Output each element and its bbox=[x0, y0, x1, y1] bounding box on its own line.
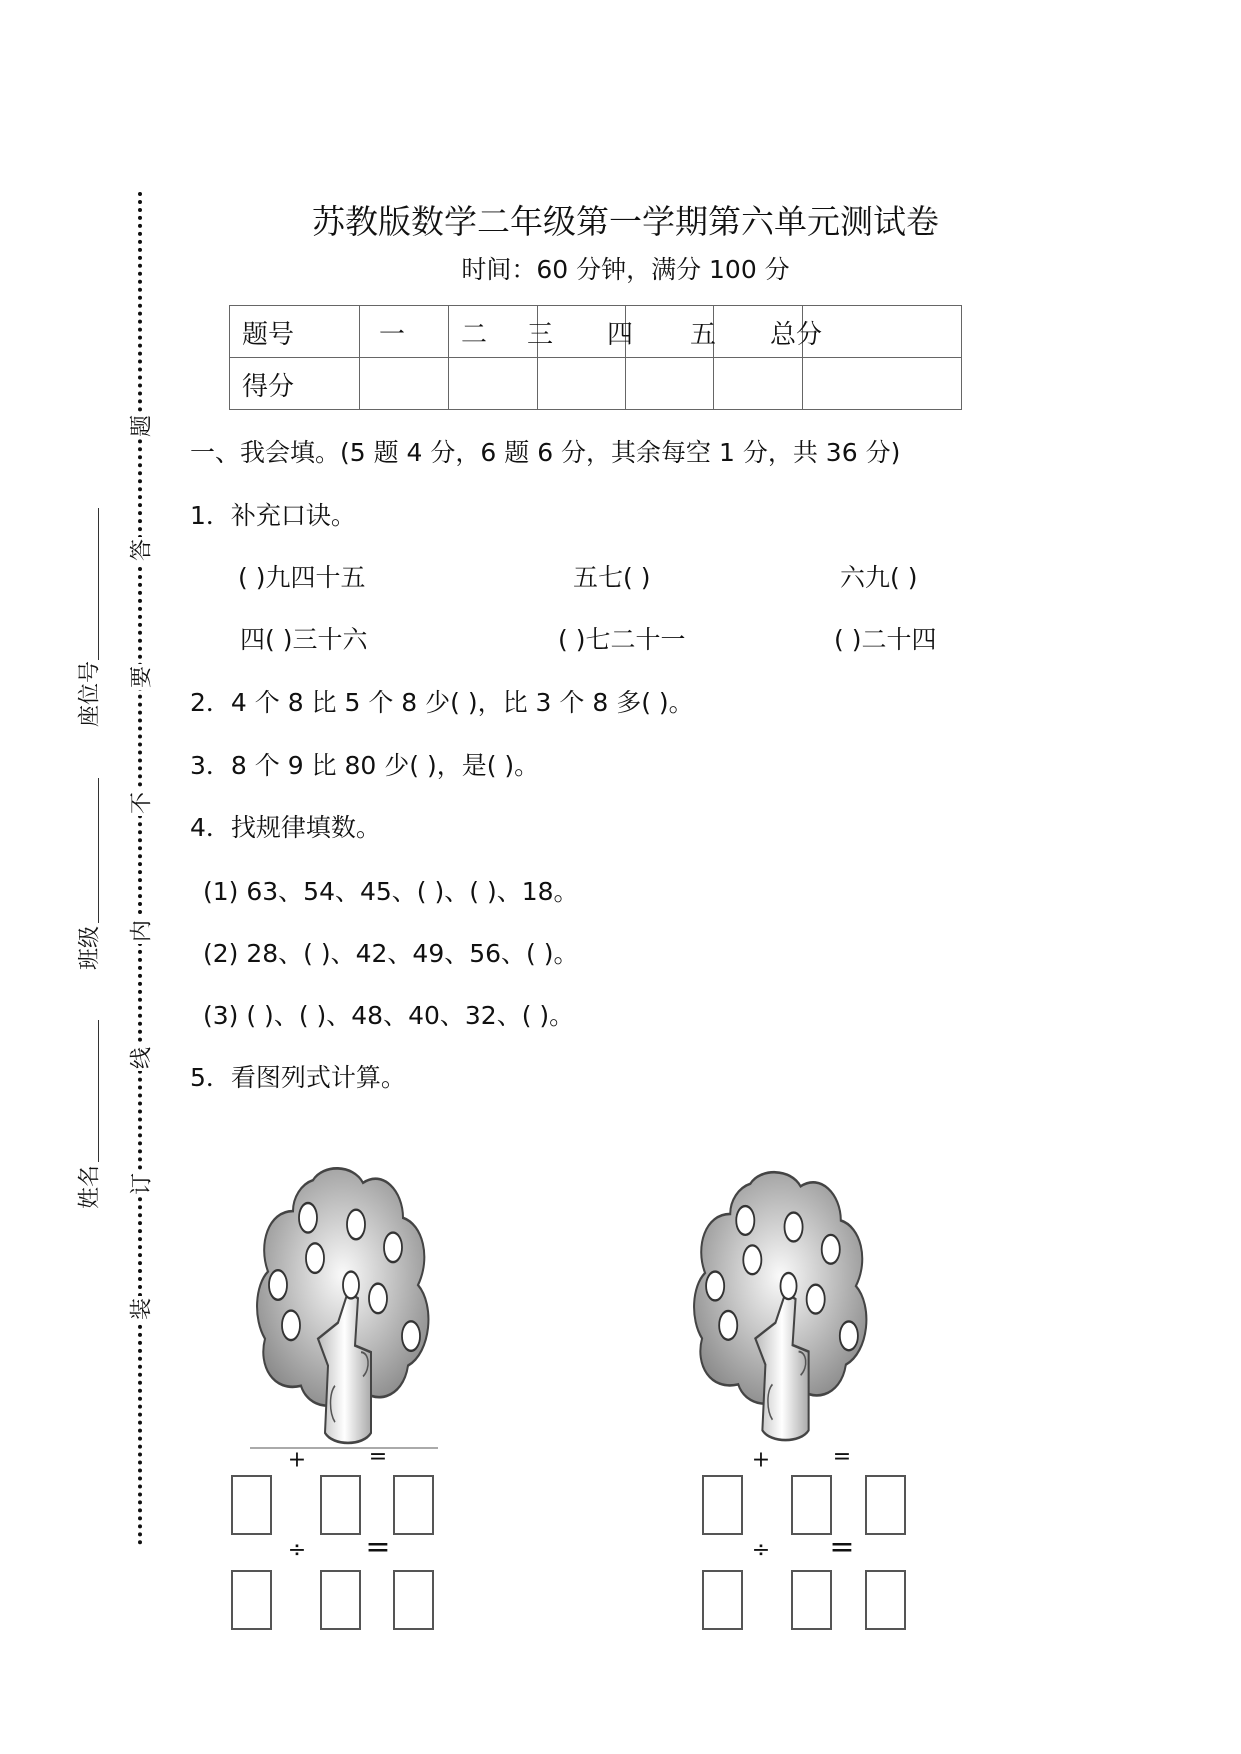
answer-box[interactable] bbox=[320, 1475, 361, 1535]
divide-sign: ÷ bbox=[751, 1537, 771, 1563]
binding-char: 订 bbox=[125, 1171, 156, 1197]
name-field[interactable] bbox=[98, 1020, 99, 1162]
answer-box[interactable] bbox=[393, 1475, 434, 1535]
question-5: 5．看图列式计算。 bbox=[190, 1063, 406, 1092]
sequence-item[interactable]: (1) 63、54、45、( )、( )、18。 bbox=[203, 877, 579, 906]
binding-char: 答 bbox=[125, 537, 156, 563]
binding-char: 不 bbox=[125, 790, 156, 816]
column-header: 总分 bbox=[770, 320, 823, 350]
seat-label: 座位号 bbox=[73, 659, 104, 729]
answer-box[interactable] bbox=[393, 1570, 434, 1630]
score-cell[interactable] bbox=[449, 358, 538, 410]
table-row bbox=[230, 306, 962, 358]
answer-box[interactable] bbox=[791, 1570, 832, 1630]
section-heading: 一、我会填。(5 题 4 分，6 题 6 分，其余每空 1 分，共 36 分) bbox=[190, 438, 901, 467]
row-header-score: 得分 bbox=[242, 372, 295, 402]
binding-char: 线 bbox=[125, 1045, 156, 1071]
divide-sign: ÷ bbox=[287, 1537, 307, 1563]
fill-item[interactable]: ( )九四十五 bbox=[238, 563, 366, 592]
question-1: 1．补充口诀。 bbox=[190, 501, 356, 530]
equals-sign: = bbox=[368, 1444, 388, 1470]
sequence-item[interactable]: (3) ( )、( )、48、40、32、( )。 bbox=[203, 1001, 575, 1030]
fill-item[interactable]: 六九( ) bbox=[840, 563, 918, 592]
equals-sign: = bbox=[832, 1444, 852, 1470]
binding-char: 内 bbox=[125, 918, 156, 944]
name-label: 姓名 bbox=[73, 1163, 104, 1211]
score-cell[interactable] bbox=[626, 358, 714, 410]
sequence-item[interactable]: (2) 28、( )、42、49、56、( )。 bbox=[203, 939, 579, 968]
equals-sign: = bbox=[365, 1529, 391, 1565]
answer-box[interactable] bbox=[320, 1570, 361, 1630]
class-field[interactable] bbox=[98, 778, 99, 923]
equals-sign: = bbox=[829, 1529, 855, 1565]
score-cell[interactable] bbox=[803, 358, 962, 410]
table-row bbox=[230, 358, 962, 410]
score-cell[interactable] bbox=[360, 358, 449, 410]
fill-item[interactable]: ( )二十四 bbox=[834, 625, 937, 654]
question-2[interactable]: 2．4 个 8 比 5 个 8 少( )，比 3 个 8 多( )。 bbox=[190, 688, 694, 717]
seat-field[interactable] bbox=[98, 508, 99, 660]
binding-char: 要 bbox=[125, 664, 156, 690]
answer-box[interactable] bbox=[865, 1570, 906, 1630]
plus-sign: + bbox=[751, 1447, 771, 1473]
fill-item[interactable]: ( )七二十一 bbox=[558, 625, 686, 654]
binding-char: 装 bbox=[125, 1296, 156, 1322]
ground-line bbox=[250, 1447, 438, 1449]
column-header: 四 bbox=[607, 320, 634, 350]
fill-item[interactable]: 四( )三十六 bbox=[240, 625, 368, 654]
exam-subtitle: 时间：60 分钟，满分 100 分 bbox=[461, 255, 790, 284]
column-header: 一 bbox=[379, 320, 406, 350]
score-table bbox=[229, 305, 962, 410]
apple-tree-image bbox=[253, 1164, 438, 1449]
class-label: 班级 bbox=[73, 924, 104, 972]
column-header: 二 bbox=[461, 320, 488, 350]
score-cell[interactable] bbox=[538, 358, 626, 410]
plus-sign: + bbox=[287, 1447, 307, 1473]
answer-box[interactable] bbox=[791, 1475, 832, 1535]
apple-tree-image bbox=[690, 1168, 876, 1446]
score-cell[interactable] bbox=[714, 358, 803, 410]
answer-box[interactable] bbox=[702, 1570, 743, 1630]
answer-box[interactable] bbox=[865, 1475, 906, 1535]
binding-dotted-line bbox=[138, 192, 142, 1546]
answer-box[interactable] bbox=[702, 1475, 743, 1535]
page-title: 苏教版数学二年级第一学期第六单元测试卷 bbox=[312, 202, 939, 241]
answer-box[interactable] bbox=[231, 1475, 272, 1535]
column-header: 三 bbox=[527, 320, 554, 350]
question-3[interactable]: 3．8 个 9 比 80 少( )，是( )。 bbox=[190, 751, 540, 780]
row-header-number: 题号 bbox=[242, 320, 295, 350]
question-4: 4．找规律填数。 bbox=[190, 813, 381, 842]
binding-char: 题 bbox=[125, 413, 156, 439]
column-header: 五 bbox=[690, 320, 717, 350]
answer-box[interactable] bbox=[231, 1570, 272, 1630]
fill-item[interactable]: 五七( ) bbox=[573, 563, 651, 592]
